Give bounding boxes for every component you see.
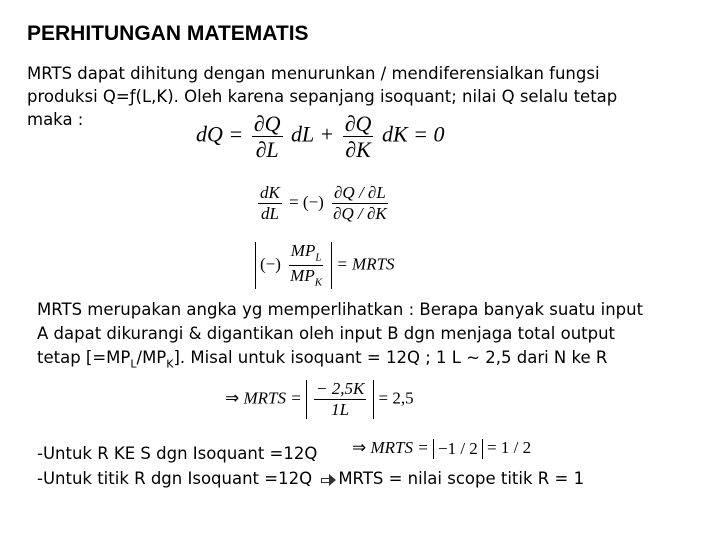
eq3-num: MP xyxy=(290,241,316,260)
equation-slope xyxy=(255,184,392,223)
eq1-mid: dL + xyxy=(291,121,335,147)
eq1-lhs: dQ = xyxy=(196,121,244,147)
eq1-frac2-den: ∂K xyxy=(345,137,371,163)
explain-line-3-part-b: /MP xyxy=(136,348,167,367)
eq1-frac1-num: ∂Q xyxy=(253,111,281,136)
equation-mrts-mp xyxy=(255,242,395,289)
explain-line-3 xyxy=(37,346,607,375)
intro-line-1: MRTS dapat dihitung dengan menurunkan / mendiferensialkan fungsi xyxy=(27,64,600,83)
bullet-1 xyxy=(37,442,317,465)
eq3-num-sub: L xyxy=(315,251,322,264)
eq1-fraction-1 xyxy=(252,112,283,161)
bullet-1-eq-lhs: MRTS = xyxy=(370,438,429,457)
intro-line-3: maka : xyxy=(27,110,84,129)
intro-line-2: produksi Q=ƒ(L,K). Oleh karena sepanjang isoquant; nilai Q selalu tetap xyxy=(27,87,618,106)
explain-line-3-part-c: ]. Misal untuk isoquant = 12Q ; 1 L ~ 2,5 dari N ke R xyxy=(173,348,608,367)
page-title: PERHITUNGAN MATEMATIS xyxy=(27,22,309,45)
eq4-lhs: MRTS = xyxy=(243,388,302,408)
eq4-abs-value xyxy=(306,380,374,419)
eq2-fraction-left xyxy=(258,184,282,223)
explain-sub-l: L xyxy=(130,357,137,371)
eq2-rfrac-num: ∂Q / ∂L xyxy=(334,183,386,202)
bullet-1-text: -Untuk R KE S dgn Isoquant =12Q xyxy=(37,444,318,463)
eq1-rhs: dK = 0 xyxy=(381,121,445,147)
eq3-abs-value xyxy=(255,242,332,289)
eq1-frac1-den: ∂L xyxy=(255,137,279,163)
eq3-fraction xyxy=(288,242,324,289)
bullet-1-equation xyxy=(352,438,531,459)
eq1-fraction-2 xyxy=(343,112,374,161)
eq4-den: 1L xyxy=(331,399,350,419)
eq2-fraction-right xyxy=(331,184,389,223)
eq3-den: MP xyxy=(290,265,315,285)
implies-icon: ⇒ xyxy=(225,388,240,408)
eq1-frac2-num: ∂Q xyxy=(344,111,372,136)
explain-line-3-part-a: tetap [=MP xyxy=(37,348,131,367)
eq2-rfrac-den: ∂Q / ∂K xyxy=(333,203,387,223)
bullet-2-text-a: -Untuk titik R dgn Isoquant =12Q xyxy=(37,469,313,488)
equation-mrts-example xyxy=(225,380,414,419)
equation-total-differential xyxy=(196,112,444,161)
bullet-2-text-b: MRTS = nilai scope titik R = 1 xyxy=(338,469,585,488)
eq4-num: − 2,5K xyxy=(315,379,365,398)
eq2-num: dK xyxy=(260,183,280,202)
eq2-mid: = (−) xyxy=(289,192,324,212)
explain-sub-k: K xyxy=(166,357,174,371)
eq3-sign: (−) xyxy=(260,254,281,274)
eq4-fraction xyxy=(314,380,366,419)
explain-line-2: A dapat dikurangi & digantikan oleh input B dgn menjaga total output xyxy=(37,324,616,343)
bullet-1-eq-rhs: = 1 / 2 xyxy=(487,438,532,457)
bullet-2 xyxy=(37,467,584,490)
eq3-rhs: = MRTS xyxy=(336,254,395,274)
explain-line-1: MRTS merupakan angka yg memperlihatkan : Berapa banyak suatu input xyxy=(37,300,644,319)
implies-icon: ⇒ xyxy=(352,438,367,457)
right-arrow-icon xyxy=(321,475,335,485)
bullet-1-eq-abs: −1 / 2 xyxy=(433,439,483,459)
eq4-rhs: = 2,5 xyxy=(378,388,414,408)
eq3-den-sub: K xyxy=(314,276,323,289)
eq2-den: dL xyxy=(260,203,279,223)
